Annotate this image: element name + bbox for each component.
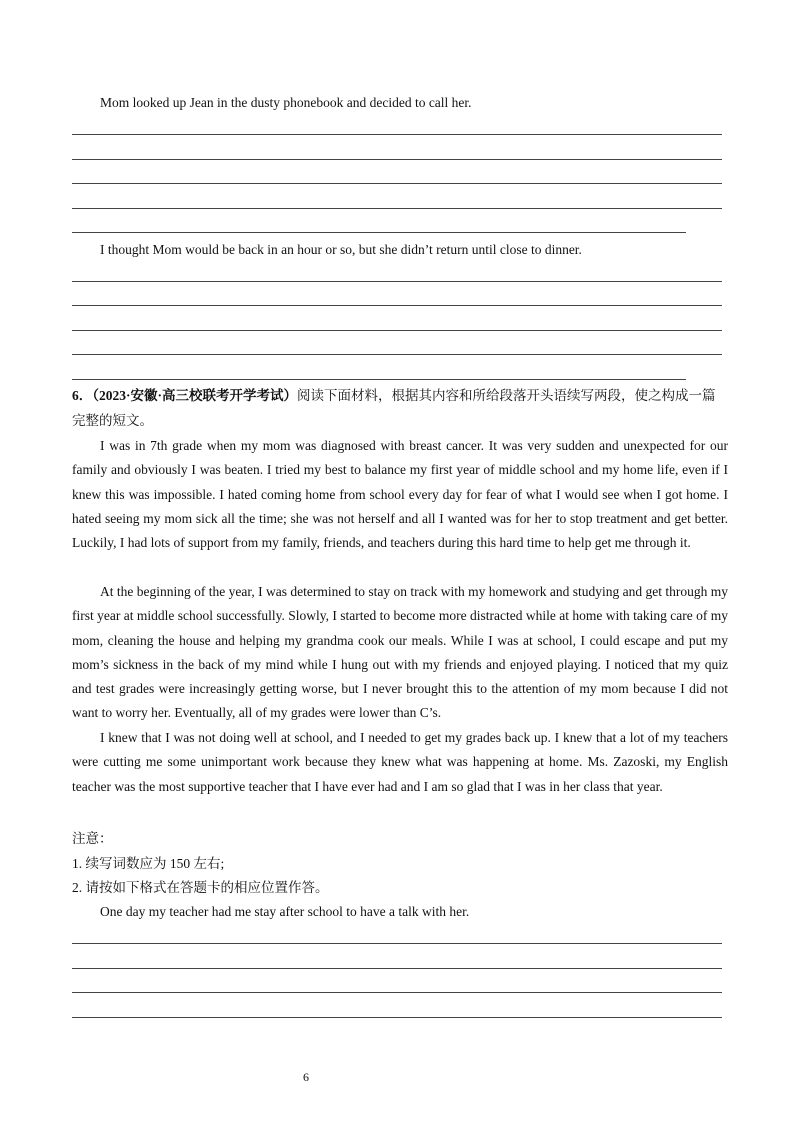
note-title: 注意： (72, 831, 113, 846)
writing-line (72, 943, 722, 944)
question-number: 6． (72, 388, 93, 403)
page-number: 6 (303, 1070, 309, 1084)
writing-line (72, 232, 686, 233)
writing-line (72, 183, 722, 184)
passage-paragraph-3: I knew that I was not doing well at school, and I needed to get my grades back up. I knew that a lot of my teachers were cutting me some unimportant work because they knew what was happening at home. Ms. Zazoski, my English teacher was the most supportive teacher that I have ever had and I am so glad that I was in her class that year. (72, 730, 728, 794)
writing-line (72, 330, 722, 331)
question-source: （2023·安徽·高三校联考开学考试） (92, 388, 298, 403)
question-instruction: 阅读下面材料，根据其内容和所给段落开头语续写两段，使之构成一篇完整的短文。 (72, 388, 716, 428)
writing-line (72, 134, 722, 135)
writing-line (72, 968, 722, 969)
question-6-heading (72, 384, 728, 433)
writing-line (72, 159, 722, 160)
note-item-2: 2. 请按如下格式在答题卡的相应位置作答。 (72, 880, 329, 895)
writing-line (72, 1017, 722, 1018)
passage-paragraph-1: I was in 7th grade when my mom was diagnosed with breast cancer. It was very sudden and unexpected for our family and obviously I was beaten. I tried my best to balance my first year of middle school and my home life, even if I knew this was impossible. I hated coming home from school every day for fear of what I would see when I got home. I hated seeing my mom sick all the time; she was not herself and all I wanted was for her to stop treatment and get better. Luckily, I had lots of support from my family, friends, and teachers during this hard time to help get me through it. (72, 438, 728, 551)
continuation-prompt-1: Mom looked up Jean in the dusty phonebook and decided to call her. (100, 95, 472, 110)
note-item-1: 1. 续写词数应为 150 左右; (72, 856, 225, 871)
writing-line (72, 305, 722, 306)
writing-line (72, 354, 722, 355)
writing-line (72, 992, 722, 993)
continuation-prompt-2: I thought Mom would be back in an hour or so, but she didn’t return until close to dinner. (100, 242, 582, 257)
passage-paragraph-2: At the beginning of the year, I was determined to stay on track with my homework and studying and get through my first year at middle school successfully. Slowly, I started to become more distracted while at home with taking care of my mom, cleaning the house and helping my grandma cook our meals. While I was at school, I could escape and put my mom’s sickness in the back of my mind while I hung out with my friends and enjoyed playing. I noticed that my quiz and test grades were increasingly getting worse, but I never brought this to the attention of my mom because I did not want to worry her. Eventually, all of my grades were lower than C’s. (72, 584, 728, 721)
writing-line (72, 379, 686, 380)
writing-line (72, 208, 722, 209)
writing-line (72, 281, 722, 282)
continuation-prompt-3: One day my teacher had me stay after school to have a talk with her. (100, 904, 470, 919)
